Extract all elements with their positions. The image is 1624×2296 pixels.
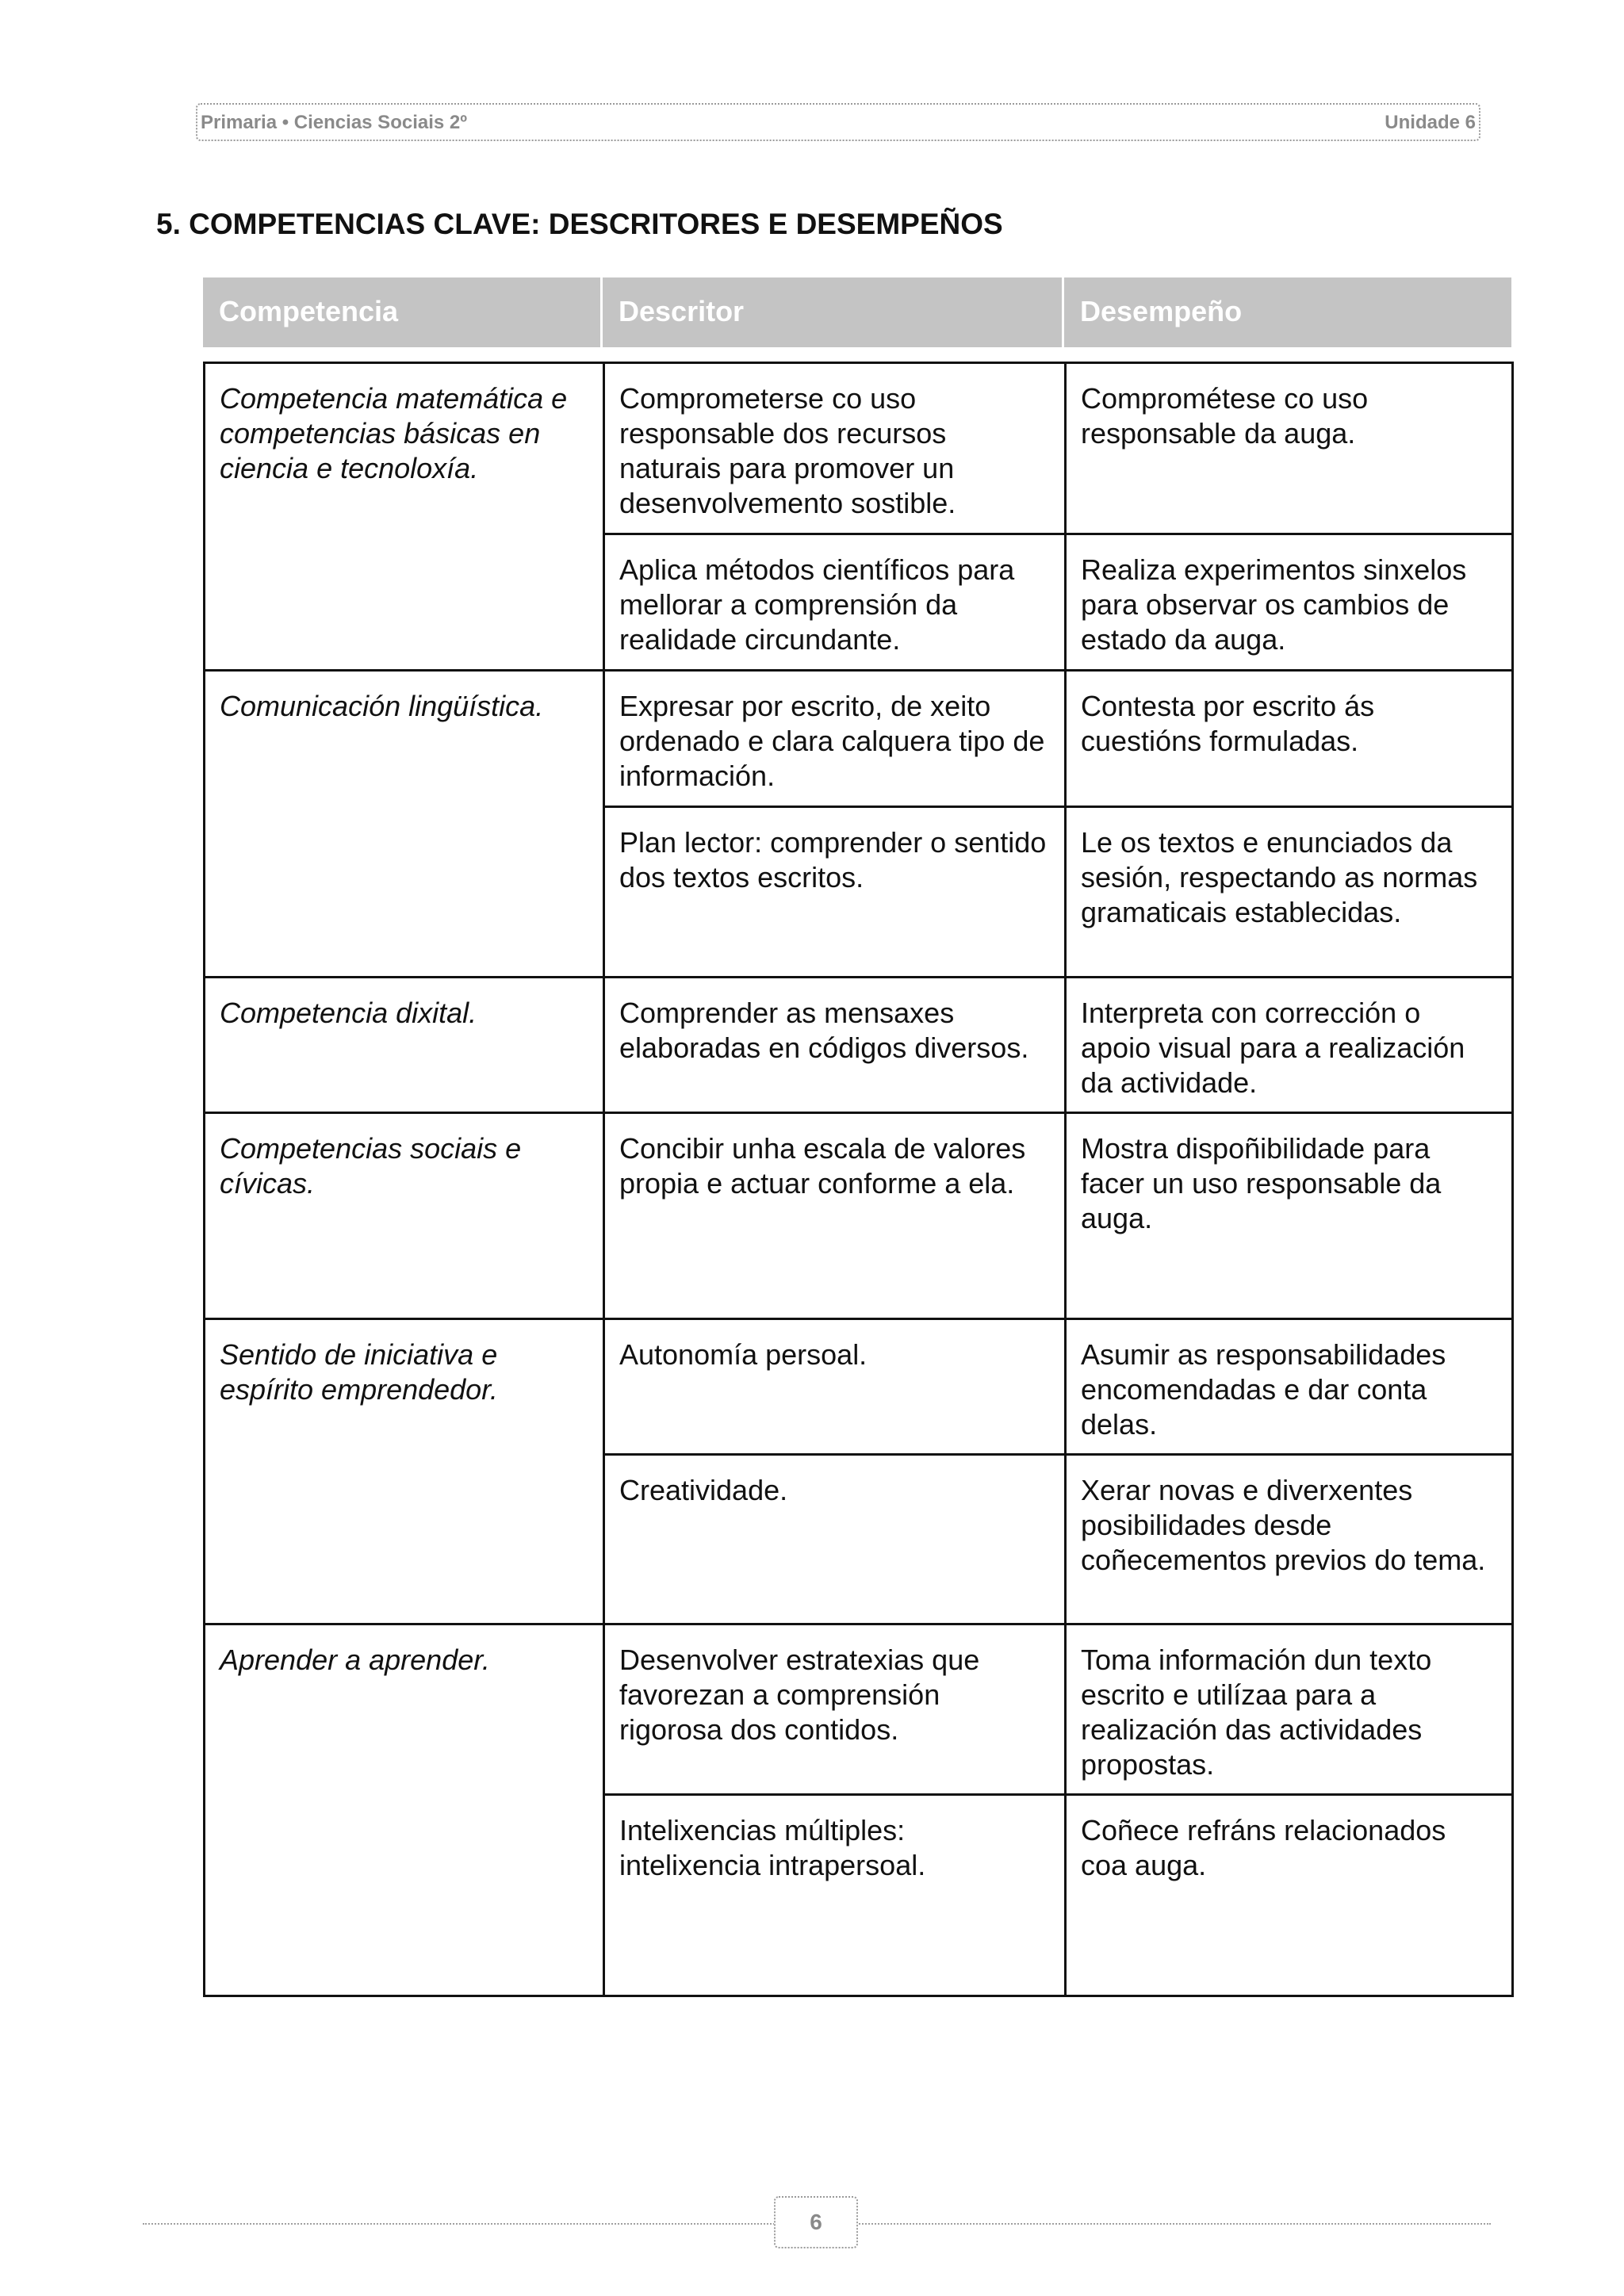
table-row — [205, 1113, 1513, 1319]
desempeno-cell: Asumir as responsabilidades encomendadas e dar conta delas. — [1066, 1319, 1513, 1455]
competencias-table — [203, 362, 1514, 1997]
column-header-desempeno: Desempeño — [1064, 277, 1511, 347]
header-unit: Unidade 6 — [1385, 112, 1476, 133]
page-number: 6 — [774, 2196, 858, 2248]
desempeno-cell: Realiza experimentos sinxelos para observar os cambios de estado da auga. — [1066, 534, 1513, 671]
descritor-cell: Comprender as mensaxes elaboradas en códigos diversos. — [604, 978, 1066, 1113]
table-header — [203, 277, 1511, 347]
descritor-cell: Intelixencias múltiples: intelixencia intrapersoal. — [604, 1795, 1066, 1996]
desempeno-cell: Interpreta con corrección o apoio visual para a realización da actividade. — [1066, 978, 1513, 1113]
descritor-cell: Expresar por escrito, de xeito ordenado e clara calquera tipo de información. — [604, 671, 1066, 807]
desempeno-cell: Le os textos e enunciados da sesión, respectando as normas gramaticais establecidas. — [1066, 807, 1513, 978]
column-header-descritor: Descritor — [603, 277, 1064, 347]
table-row — [205, 978, 1513, 1113]
competencia-cell: Competencia dixital. — [205, 978, 604, 1113]
descritor-cell: Concibir unha escala de valores propia e actuar conforme a ela. — [604, 1113, 1066, 1319]
desempeno-cell: Mostra dispoñibilidade para facer un uso responsable da auga. — [1066, 1113, 1513, 1319]
table-row — [205, 363, 1513, 534]
descritor-cell: Desenvolver estratexias que favorezan a comprensión rigorosa dos contidos. — [604, 1624, 1066, 1795]
page-header — [196, 103, 1480, 141]
section-title: 5. COMPETENCIAS CLAVE: DESCRITORES E DESEMPEÑOS — [156, 208, 1003, 240]
descritor-cell: Comprometerse co uso responsable dos recursos naturais para promover un desenvolvemento sostible. — [604, 363, 1066, 534]
competencia-cell: Competencias sociais e cívicas. — [205, 1113, 604, 1319]
competencia-cell: Aprender a aprender. — [205, 1624, 604, 1996]
competencia-cell: Competencia matemática e competencias básicas en ciencia e tecnoloxía. — [205, 363, 604, 671]
competencia-cell: Comunicación lingüística. — [205, 671, 604, 978]
table-row — [205, 1624, 1513, 1795]
header-course: Primaria • Ciencias Sociais 2º — [201, 112, 468, 133]
table-row — [205, 1319, 1513, 1455]
desempeno-cell: Toma información dun texto escrito e utilízaa para a realización das actividades propostas. — [1066, 1624, 1513, 1795]
descritor-cell: Plan lector: comprender o sentido dos textos escritos. — [604, 807, 1066, 978]
descritor-cell: Autonomía persoal. — [604, 1319, 1066, 1455]
desempeno-cell: Coñece refráns relacionados coa auga. — [1066, 1795, 1513, 1996]
desempeno-cell: Contesta por escrito ás cuestións formuladas. — [1066, 671, 1513, 807]
descritor-cell: Aplica métodos científicos para mellorar a comprensión da realidade circundante. — [604, 534, 1066, 671]
desempeno-cell: Xerar novas e diverxentes posibilidades desde coñecementos previos do tema. — [1066, 1455, 1513, 1624]
table-row — [205, 671, 1513, 807]
column-header-competencia: Competencia — [203, 277, 603, 347]
desempeno-cell: Comprométese co uso responsable da auga. — [1066, 363, 1513, 534]
descritor-cell: Creatividade. — [604, 1455, 1066, 1624]
competencia-cell: Sentido de iniciativa e espírito emprendedor. — [205, 1319, 604, 1624]
